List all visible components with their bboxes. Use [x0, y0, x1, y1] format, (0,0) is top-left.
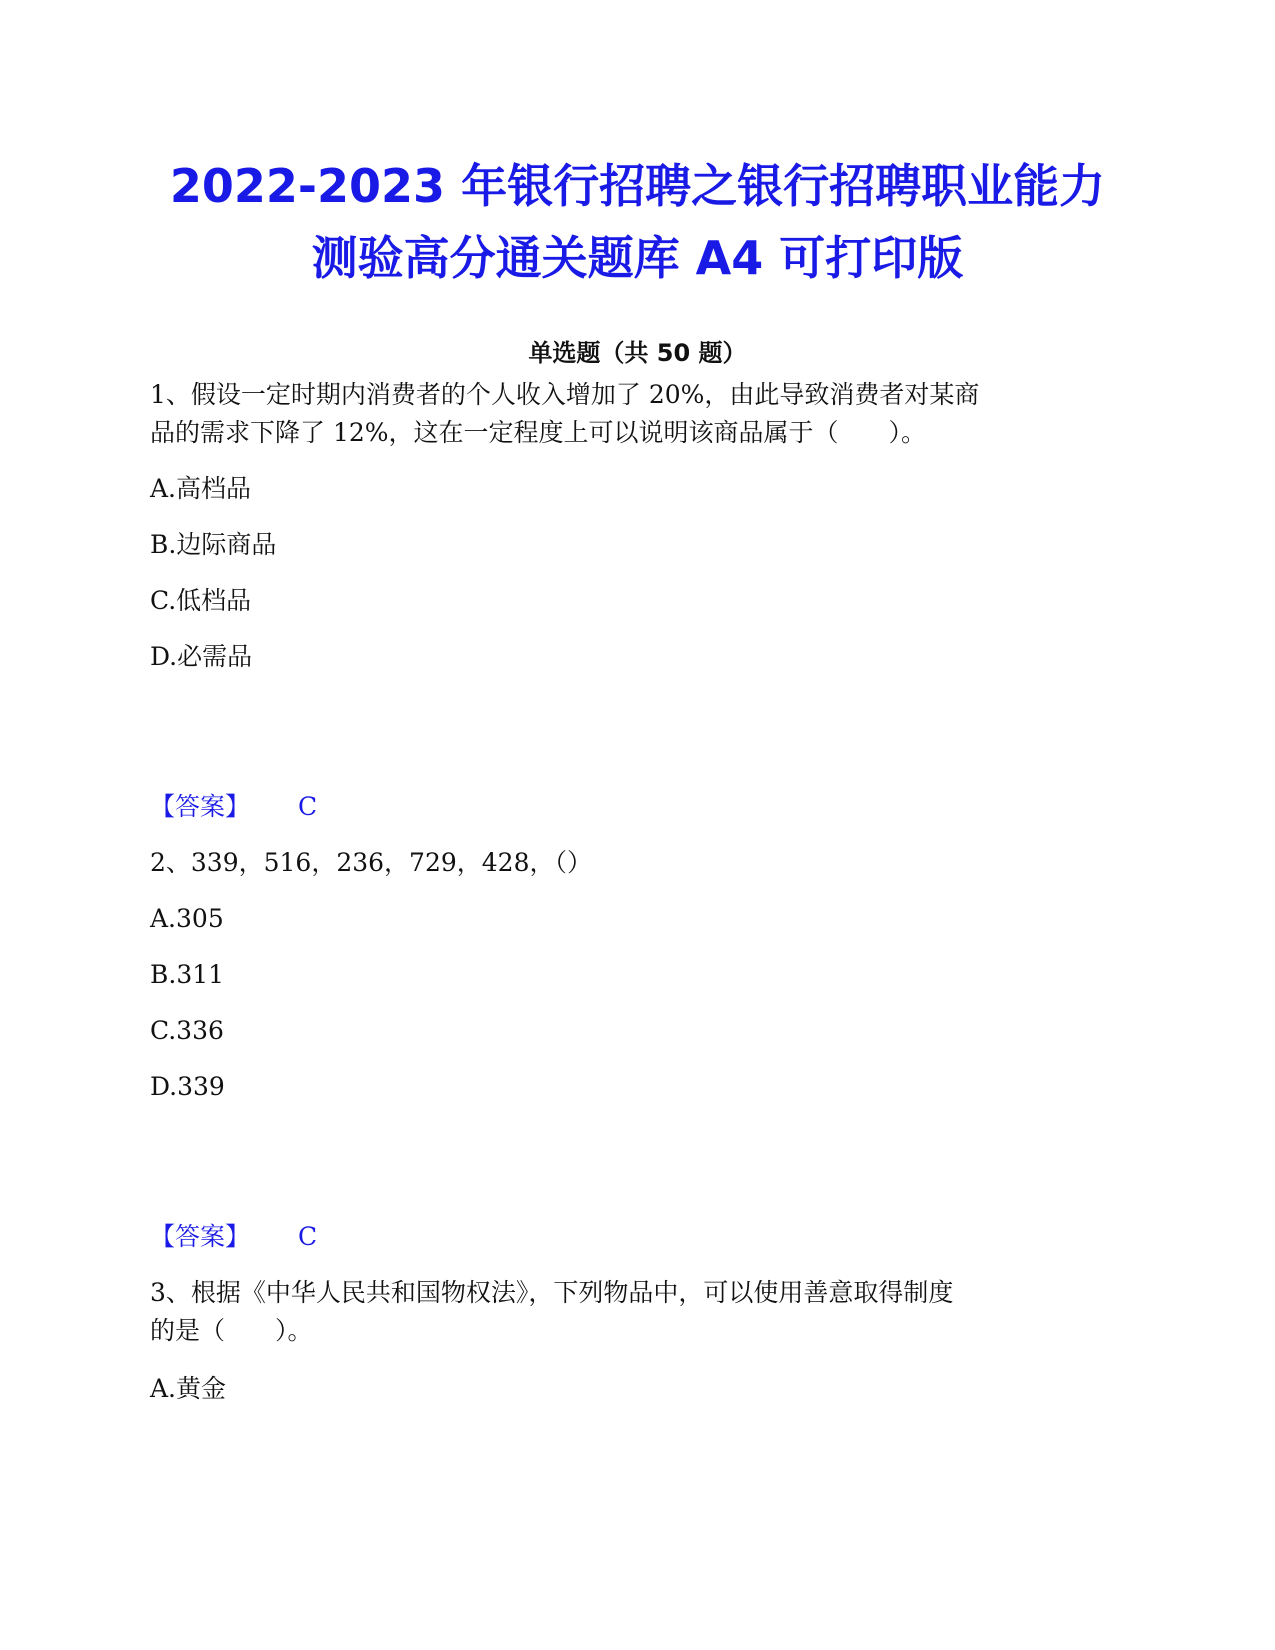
question-1-option-c: C.低档品 — [150, 586, 252, 615]
question-1-option-d: D.必需品 — [150, 642, 253, 671]
question-1-option-a: A.高档品 — [150, 474, 252, 503]
question-3-option-a: A.黄金 — [150, 1374, 227, 1403]
question-2-answer — [150, 1218, 317, 1256]
title-line-2: 测验高分通关题库 A4 可打印版 — [311, 231, 964, 285]
answer-label: 【答案】 — [150, 1222, 251, 1251]
question-1-answer — [150, 788, 317, 826]
question-1-stem-line-1: 1、假设一定时期内消费者的个人收入增加了 20%，由此导致消费者对某商 — [150, 380, 980, 409]
question-3-stem-line-2: 的是（ ）。 — [150, 1316, 313, 1345]
question-3-stem-line-1: 3、根据《中华人民共和国物权法》，下列物品中，可以使用善意取得制度 — [150, 1278, 954, 1307]
title-line-1: 2022-2023 年银行招聘之银行招聘职业能力 — [169, 159, 1106, 213]
answer-value: C — [298, 792, 318, 821]
document-title — [120, 150, 1155, 294]
question-2-option-c: C.336 — [150, 1016, 224, 1045]
question-2-option-b: B.311 — [150, 960, 225, 989]
answer-value: C — [298, 1222, 318, 1251]
question-2-option-a: A.305 — [150, 904, 224, 933]
answer-label: 【答案】 — [150, 792, 251, 821]
question-1-option-b: B.边际商品 — [150, 530, 277, 559]
question-2-option-d: D.339 — [150, 1072, 225, 1101]
question-2-stem: 2、339，516，236，729，428，（） — [150, 848, 592, 877]
section-heading: 单选题（共 50 题） — [528, 339, 747, 367]
question-1-stem-line-2: 品的需求下降了 12%，这在一定程度上可以说明该商品属于（ ）。 — [150, 418, 927, 447]
